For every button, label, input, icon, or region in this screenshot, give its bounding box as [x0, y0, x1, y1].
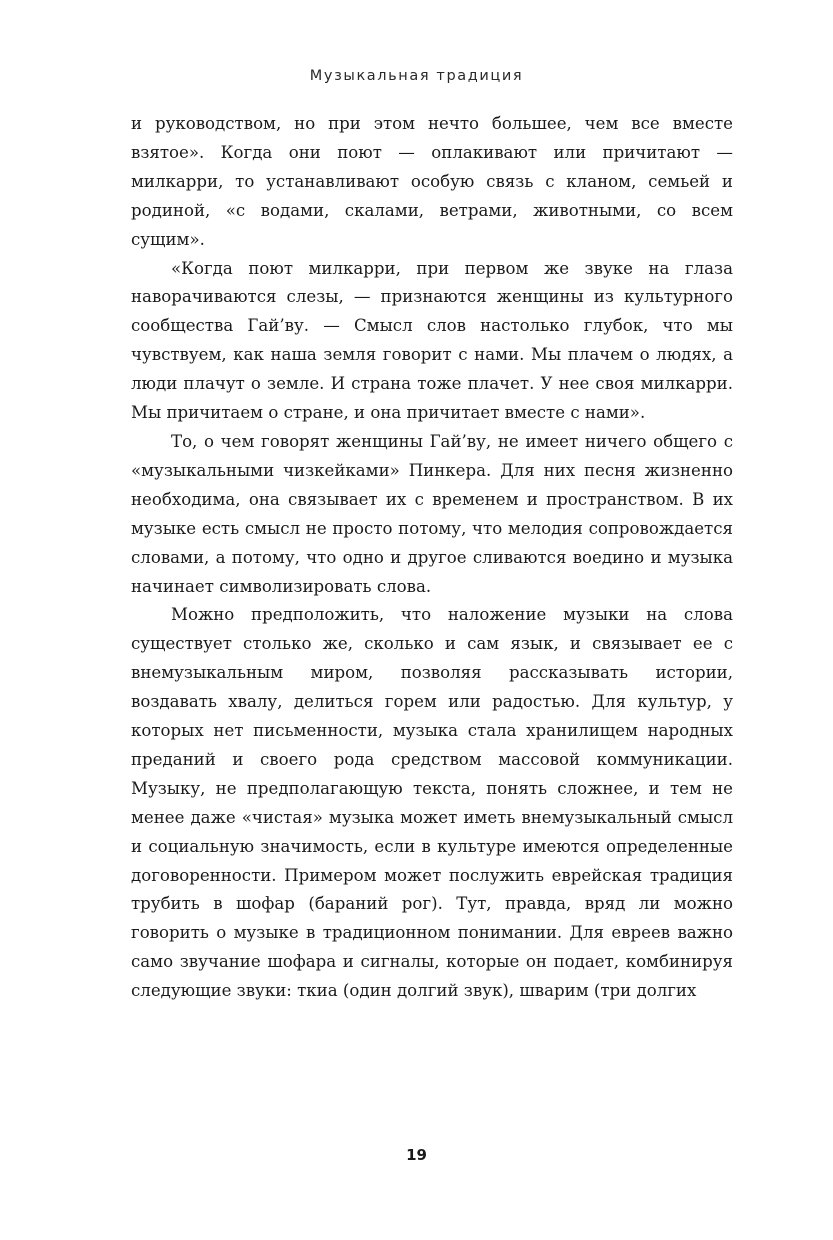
page-number: 19: [406, 1146, 427, 1164]
body-text: [131, 110, 733, 1006]
paragraph: Можно предположить, что наложение музыки на слова существует столько же, сколько и сам язык, и связывает ее с внемузыкальным миром, позволяя рассказывать истории, воздавать хвалу, делиться горем или радостью. Для культур, у которых нет письменности, музыка стала хранилищем народных преданий и своего рода средством массовой коммуникации. Музыку, не предполагающую текста, понять сложнее, и тем не менее даже «чистая» музыка может иметь внемузыкальный смысл и социальную значимость, если в культуре имеются определенные договоренности. Примером может послужить еврейская традиция трубить в шофар (бараний рог). Тут, правда, вряд ли можно говорить о музыке в традиционном понимании. Для евреев важно само звучание шофара и сигналы, которые он подает, комбинируя следующие звуки: ткиа (один долгий звук), шварим (три долгих: [131, 605, 733, 1001]
paragraph: То, о чем говорят женщины Гай’ву, не имеет ничего общего с «музыкальными чизкейками» Пинкера. Для них песня жизненно необходима, она связывает их с временем и пространством. В их музыке есть смысл не просто потому, что мелодия сопровождается словами, а потому, что одно и другое сливаются воедино и музыка начинает символизировать слова.: [131, 431, 733, 596]
paragraph-continued: и руководством, но при этом нечто большее, чем все вместе взятое». Когда они поют — оплакивают или причитают — милкарри, то устанавливают особую связь с кланом, семьей и родиной, «с водами, скалами, ветрами, животными, со всем сущим».: [131, 114, 733, 249]
paragraph-quote: «Когда поют милкарри, при первом же звуке на глаза наворачиваются слезы, — признаются женщины из культурного сообщества Гай’ву. — Смысл слов настолько глубок, что мы чувствуем, как наша земля говорит с нами. Мы плачем о людях, а люди плачут о земле. И страна тоже плачет. У нее своя милкарри. Мы причитаем о стране, и она причитает вместе с нами».: [131, 258, 733, 423]
running-head: Музыкальная традиция: [309, 68, 524, 84]
